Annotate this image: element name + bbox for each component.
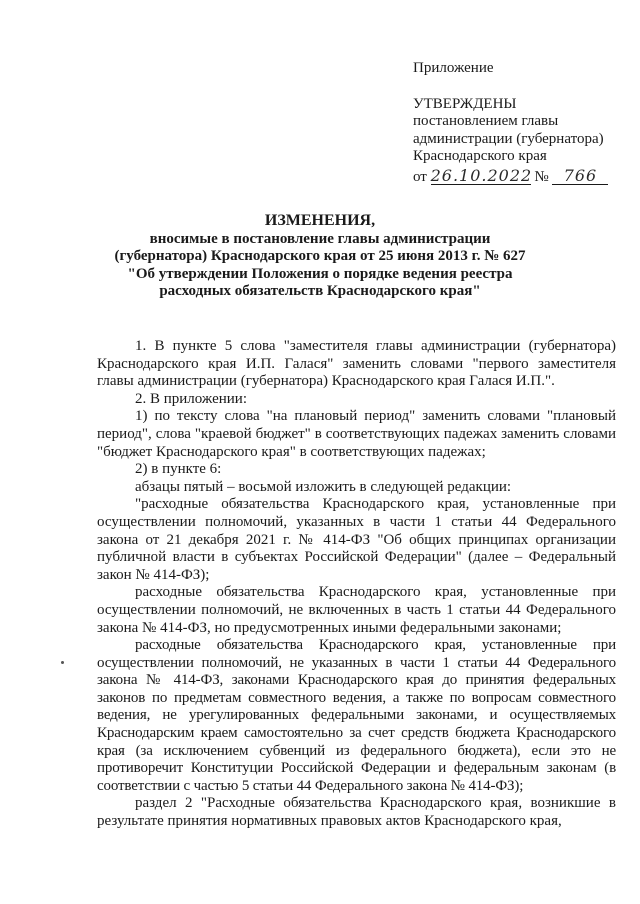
heading-line-3: "Об утверждении Положения о порядке ведения реестра xyxy=(127,265,513,282)
document-body xyxy=(97,338,616,831)
handwritten-number: 766 xyxy=(552,167,608,185)
paragraph-4: 2) в пункте 6: xyxy=(135,461,222,478)
approval-date-number-line xyxy=(413,167,633,187)
scan-speck xyxy=(61,661,64,664)
heading-line-2: (губернатора) Краснодарского края от 25 июня 2013 г. № 627 xyxy=(114,248,526,265)
heading-line-4: расходных обязательств Краснодарского края" xyxy=(159,283,481,300)
heading-line-1: вносимые в постановление главы администрации xyxy=(149,230,491,247)
approval-line-3: Краснодарского края xyxy=(413,148,547,164)
paragraph-8: расходные обязательства Краснодарского края, установленные при осуществлении полномочий, не указанных в части 1 статьи 44 Федерального закона № 414-ФЗ, законами Краснодарского края до принятия федеральных законов по предметам совместного ведения, а также по вопросам совместного ведения, не урегулированных федеральными законами, и осуществляемых Краснодарским краем самостоятельно за счет средств бюджета Краснодарского края (за исключением субвенций из федерального бюджета), если это не противоречит Конституции Российской Федерации и федеральным законам (в соответствии с частью 5 статьи 44 Федерального закона № 414-ФЗ); xyxy=(97,637,616,794)
appendix-label: Приложение xyxy=(413,60,494,76)
paragraph-7: расходные обязательства Краснодарского края, установленные при осуществлении полномочий, не включенных в часть 1 статьи 44 Федерального закона № 414-ФЗ, но предусмотренных иными федеральными законами; xyxy=(97,584,616,636)
document-heading xyxy=(100,212,540,301)
handwritten-date: 26.10.2022 xyxy=(430,165,533,185)
paragraph-1: 1. В пункте 5 слова "заместителя главы администрации (губернатора) Краснодарского края И.П. Галася" заменить словами "первого заместителя главы администрации (губернатора) Краснодарского края Галася И.П.". xyxy=(97,338,616,390)
number-label: № xyxy=(534,168,549,185)
approval-line-2: администрации (губернатора) xyxy=(413,130,604,147)
paragraph-9: раздел 2 "Расходные обязательства Краснодарского края, возникшие в результате принятия нормативных правовых актов Краснодарского края, xyxy=(97,795,616,830)
approval-block xyxy=(413,60,633,186)
from-label: от xyxy=(413,168,427,185)
approval-line-1: постановлением главы xyxy=(413,113,559,129)
approved-label: УТВЕРЖДЕНЫ xyxy=(413,95,517,112)
paragraph-6: "расходные обязательства Краснодарского края, установленные при осуществлении полномочий, указанных в части 1 статьи 44 Федерального закона от 21 декабря 2021 г. № 414-ФЗ "Об общих принципах организации публичной власти в субъектах Российской Федерации" (далее – Федеральный закон № 414-ФЗ); xyxy=(97,496,616,583)
paragraph-2: 2. В приложении: xyxy=(135,390,247,407)
paragraph-5: абзацы пятый – восьмой изложить в следующей редакции: xyxy=(135,478,512,495)
heading-title: ИЗМЕНЕНИЯ, xyxy=(264,212,376,229)
paragraph-3: 1) по тексту слова "на плановый период" заменить словами "плановый период", слова "краевой бюджет" в соответствующих падежах заменить словами "бюджет Краснодарского края" в соответствующих падежах; xyxy=(97,408,616,460)
